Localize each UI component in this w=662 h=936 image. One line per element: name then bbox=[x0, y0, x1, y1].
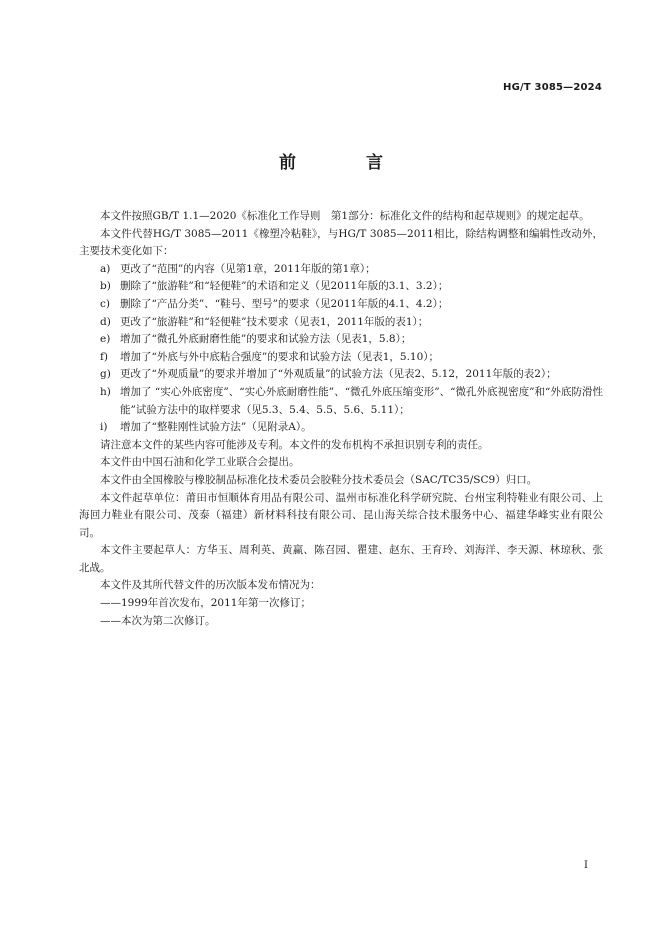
list-item-text: 删除了“产品分类”、“鞋号、型号”的要求（见2011年版的4.1、4.2）； bbox=[120, 297, 449, 310]
list-item bbox=[79, 349, 603, 367]
paragraph-history-intro: 本文件及其所代替文件的历次版本发布情况为： bbox=[100, 579, 321, 592]
paragraph-replacement: 本文件代替HG/T 3085—2011《橡塑冷粘鞋》，与HG/T 3085—2011相比，除结构调整和编辑性改动外，主要技术变化如下： bbox=[79, 227, 603, 258]
paragraph-proposer: 本文件由中国石油和化学工业联合会提出。 bbox=[100, 456, 300, 469]
paragraph-patent-notice: 请注意本文件的某些内容可能涉及专利。本文件的发布机构不承担识别专利的责任。 bbox=[100, 438, 489, 451]
list-item: ——1999年首次发布，2011年第一次修订； bbox=[100, 597, 311, 610]
changes-list bbox=[79, 261, 603, 437]
list-item-text: 更改了“旅游鞋”和“轻便鞋”技术要求（见表1，2011年版的表1）； bbox=[120, 315, 429, 328]
standard-code: HG/T 3085—2024 bbox=[503, 82, 602, 93]
history-list bbox=[79, 595, 603, 630]
list-item-text: 增加了“整鞋刚性试验方法”（见附录A）。 bbox=[120, 421, 312, 434]
list-item-text: 更改了“外观质量”的要求并增加了“外观质量”的试验方法（见表2、5.12，2011年版的表2）； bbox=[120, 368, 557, 381]
list-item bbox=[79, 261, 603, 279]
list-item bbox=[79, 366, 603, 384]
list-marker: f) bbox=[100, 350, 108, 363]
list-item-text: 增加了 “实心外底密度”、“实心外底耐磨性能”、“微孔外底压缩变形”、“微孔外底视密度”和“外底防滑性能”试验方法中的取样要求（见5.3、5.4、5.5、5.6、5.11）； bbox=[120, 385, 603, 416]
list-marker: g) bbox=[100, 368, 111, 381]
list-item-text: 增加了“外底与外中底粘合强度”的要求和试验方法（见表1，5.10）； bbox=[120, 350, 440, 363]
page-number: I bbox=[584, 860, 588, 871]
document-body bbox=[79, 208, 603, 630]
list-item bbox=[79, 314, 603, 332]
list-item bbox=[79, 278, 603, 296]
page-title: 前 言 bbox=[279, 153, 415, 173]
paragraph-committee: 本文件由全国橡胶与橡胶制品标准化技术委员会胶鞋分技术委员会（SAC/TC35/SC9）归口。 bbox=[100, 473, 538, 486]
list-item bbox=[79, 296, 603, 314]
list-item bbox=[79, 331, 603, 349]
list-item bbox=[79, 419, 603, 437]
list-marker: h) bbox=[100, 385, 111, 398]
list-item-text: 更改了“范围”的内容（见第1章，2011年版的第1章）； bbox=[120, 262, 376, 275]
paragraph-drafting-units: 本文件起草单位：莆田市恒顺体育用品有限公司、温州市标准化科学研究院、台州宝利特鞋业有限公司、上海回力鞋业有限公司、茂泰（福建）新材料科技有限公司、昆山海关综合技术服务中心、福建华峰实业有限公司。 bbox=[79, 491, 603, 539]
list-marker: i) bbox=[100, 421, 108, 434]
list-marker: c) bbox=[100, 297, 110, 310]
list-marker: a) bbox=[100, 262, 111, 275]
list-item: ——本次为第二次修订。 bbox=[100, 614, 216, 627]
list-marker: b) bbox=[100, 280, 111, 293]
paragraph-drafters: 本文件主要起草人：方华玉、周利英、黄赢、陈召园、瞿建、赵东、王育玲、刘海洋、李天源、林琼秋、张北战。 bbox=[79, 544, 603, 574]
list-item-text: 增加了“微孔外底耐磨性能”的要求和试验方法（见表1，5.8）； bbox=[120, 333, 412, 346]
list-marker: d) bbox=[100, 315, 111, 328]
list-item bbox=[79, 384, 603, 419]
paragraph-drafting-rules: 本文件按照GB/T 1.1—2020《标准化工作导则 第1部分：标准化文件的结构和起草规则》的规定起草。 bbox=[100, 210, 590, 222]
list-marker: e) bbox=[100, 333, 111, 346]
list-item-text: 删除了“旅游鞋”和“轻便鞋”的术语和定义（见2011年版的3.1、3.2）； bbox=[120, 280, 449, 293]
